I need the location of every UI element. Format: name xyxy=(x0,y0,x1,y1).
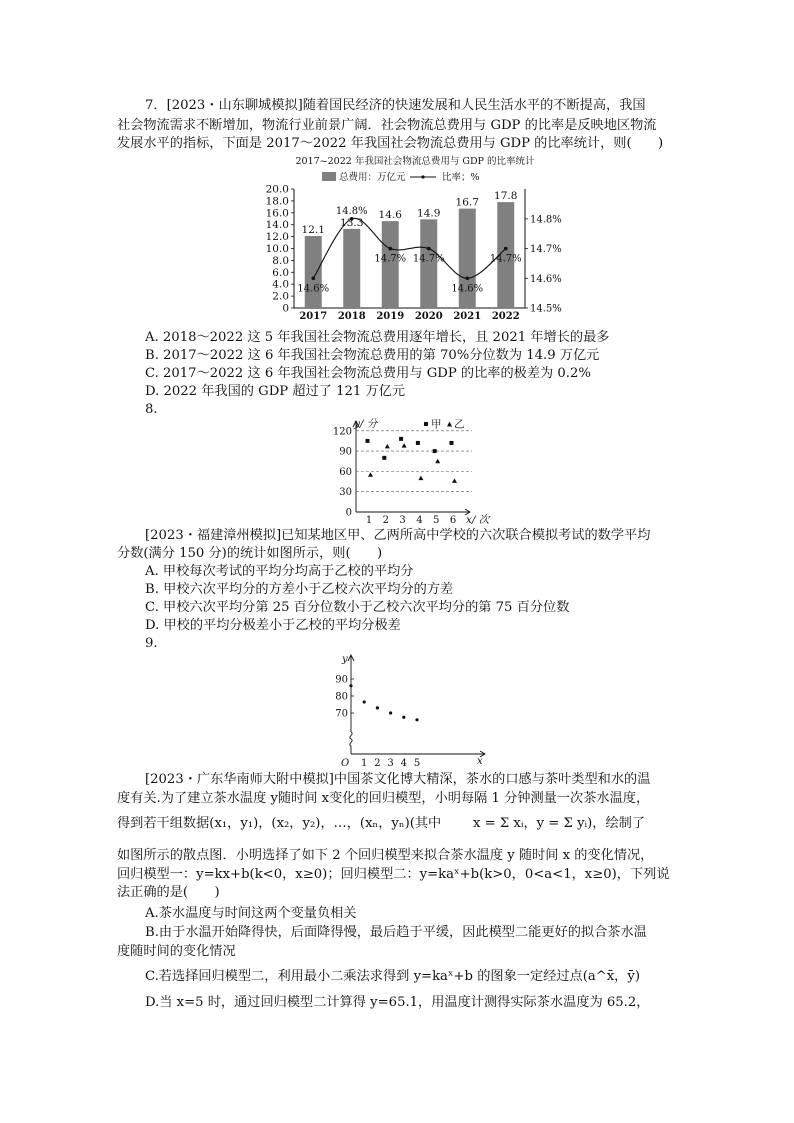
axis-break xyxy=(350,732,352,746)
ratio-point xyxy=(311,276,315,280)
bar xyxy=(343,229,360,308)
y-right-tick-label: 14.7% xyxy=(530,244,562,256)
y-tick-label: 90 xyxy=(335,674,348,686)
yi-point xyxy=(385,444,390,449)
q7-option-d: D. 2022 年我国的 GDP 超过了 121 万亿元 xyxy=(145,384,406,399)
y-tick-label: 60 xyxy=(339,466,352,478)
tea-temperature-chart xyxy=(335,650,490,768)
x-axis-label: x/ 次 xyxy=(466,514,490,526)
q9-option-a: A.茶水温度与时间这两个变量负相关 xyxy=(145,906,357,921)
ratio-point xyxy=(427,247,431,251)
y-left-tick-label: 0 xyxy=(282,302,289,315)
chart1-title: 2017~2022 年我国社会物流总费用与 GDP 的比率统计 xyxy=(295,156,535,167)
y-left-tick-label: 10.0 xyxy=(265,243,289,255)
q8-option-d: D. 甲校的平均分极差小于乙校的平均分极差 xyxy=(145,618,401,633)
q9-line-6: 法正确的是( ) xyxy=(117,885,220,900)
y-axis-label: y/ 分 xyxy=(354,418,378,430)
ratio-value-label: 14.8% xyxy=(335,205,368,217)
q7-option-b: B. 2017～2022 这 6 年我国社会物流总费用的第 70%分位数为 14.9 万亿元 xyxy=(145,348,600,363)
q9-option-c: C.若选择回归模型二，利用最小二乘法求得到 y=kaˣ+b 的图象一定经过点(a^x̄，ȳ) xyxy=(145,969,640,984)
ratio-value-label: 14.6% xyxy=(297,283,330,295)
q8-line-2: 分数(满分 150 分)的统计如图所示，则( ) xyxy=(117,546,383,561)
y-right-tick-label: 14.8% xyxy=(530,214,562,226)
temperature-point xyxy=(389,711,392,714)
y-left-tick-label: 12.0 xyxy=(265,231,289,244)
y-left-tick-label: 8.0 xyxy=(272,254,289,267)
yi-point xyxy=(452,478,457,483)
temperature-point xyxy=(376,706,379,709)
q9-line-1: [2023・广东华南师大附中模拟]中国茶文化博大精深，茶水的口感与茶叶类型和水的温 xyxy=(145,772,651,787)
temperature-point xyxy=(415,718,418,721)
q8-line-1: [2023・福建漳州模拟]已知某地区甲、乙两所高中学校的六次联合模拟考试的数学平均 xyxy=(145,528,651,543)
x-tick-label: 2017 xyxy=(299,311,328,322)
bar xyxy=(305,236,322,308)
legend-bar-label: 总费用：万亿元 xyxy=(339,172,406,183)
bar-value-label: 16.7 xyxy=(455,196,479,209)
y-tick-label: 80 xyxy=(335,691,348,703)
x-tick-label: 2020 xyxy=(414,311,443,322)
origin-label: O xyxy=(341,758,350,768)
y-tick-label: 120 xyxy=(332,426,352,438)
ratio-value-label: 14.6% xyxy=(451,283,484,295)
y-left-tick-label: 14.0 xyxy=(265,219,289,232)
q9-option-b: B.由于水温开始降得快，后面降得慢，最后趋于平缓，因此模型二能更好的拟合茶水温 xyxy=(145,925,647,940)
ratio-point xyxy=(388,247,392,251)
legend-square-marker xyxy=(424,422,428,426)
legend-line-label: 比率；% xyxy=(442,172,480,183)
yi-point xyxy=(435,459,440,464)
x-tick-label: 5 xyxy=(433,515,440,526)
ratio-value-label: 14.7% xyxy=(489,253,522,265)
bar-value-label: 13.3 xyxy=(340,216,364,229)
x-tick-label: 1 xyxy=(361,758,368,768)
y-tick-label: 70 xyxy=(335,708,348,720)
q7-line-1: 7．[2023・山东聊城模拟]随着国民经济的快速发展和人民生活水平的不断提高，我国 xyxy=(145,98,646,113)
y-left-tick-label: 2.0 xyxy=(272,290,289,303)
x-tick-label: 5 xyxy=(413,758,421,768)
ratio-value-label: 14.7% xyxy=(412,253,445,265)
bar-value-label: 14.9 xyxy=(417,207,441,220)
x-tick-label: 2 xyxy=(374,758,381,768)
q9-line-3b: x = Σ xᵢ，y = Σ yᵢ)，绘制了 xyxy=(473,816,646,831)
x-tick-label: 2022 xyxy=(491,311,520,322)
jia-point xyxy=(416,441,420,445)
y-tick-label: 0 xyxy=(345,507,352,519)
x-tick-label: 3 xyxy=(387,758,394,768)
x-tick-label: 4 xyxy=(400,758,407,768)
y-left-tick-label: 18.0 xyxy=(265,195,289,208)
x-tick-label: 2021 xyxy=(453,311,482,322)
x-tick-label: 1 xyxy=(365,515,373,526)
exam-scores-chart xyxy=(330,416,500,530)
ratio-point xyxy=(465,276,469,280)
ratio-value-label: 14.7% xyxy=(374,253,407,265)
legend-label-jia: 甲 xyxy=(431,418,442,431)
q9-line-3a: 得到若干组数据(x₁，y₁)，(x₂，y₂)，…，(xₙ，yₙ)(其中 xyxy=(117,816,442,831)
x-tick-label: 2018 xyxy=(337,311,366,322)
bar-value-label: 14.6 xyxy=(378,209,402,222)
q9-option-d: D.当 x=5 时，通过回归模型二计算得 y=65.1，用温度计测得实际茶水温度为 65.2， xyxy=(145,995,650,1010)
jia-point xyxy=(366,439,370,443)
q7-line-2: 社会物流需求不断增加，物流行业前景广阔．社会物流总费用与 GDP 的比率是反映地区物流 xyxy=(117,118,657,133)
y-left-tick-label: 6.0 xyxy=(272,266,289,279)
x-tick-label: 2019 xyxy=(376,311,405,322)
x-tick-label: 6 xyxy=(449,515,457,526)
ratio-point xyxy=(504,247,508,251)
q7-line-3: 发展水平的指标，下面是 2017～2022 年我国社会物流总费用与 GDP 的比率统计，则( ) xyxy=(117,136,664,151)
temperature-point xyxy=(402,716,405,719)
logistics-chart xyxy=(250,152,570,324)
y-tick-label: 30 xyxy=(339,487,352,499)
bar-value-label: 17.8 xyxy=(494,190,518,203)
q8-option-c: C. 甲校六次平均分第 25 百分位数小于乙校六次平均分的第 75 百分位数 xyxy=(145,600,570,615)
q7-option-a: A. 2018～2022 这 5 年我国社会物流总费用逐年增长，且 2021 年增长的最多 xyxy=(145,330,610,345)
legend-label-yi: 乙 xyxy=(454,418,465,431)
chart1-labels xyxy=(297,190,521,322)
temperature-point xyxy=(349,684,352,687)
yi-point xyxy=(418,476,423,481)
chart2-content xyxy=(333,418,491,526)
y-left-tick-label: 16.0 xyxy=(265,207,289,220)
legend-line-marker xyxy=(421,175,424,178)
legend-triangle-marker xyxy=(447,422,452,427)
chart3-content xyxy=(335,654,485,768)
q8-number: 8. xyxy=(145,402,158,417)
x-axis-label: x xyxy=(477,756,483,767)
q9-line-4: 如图所示的散点图．小明选择了如下 2 个回归模型来拟合茶水温度 y 随时间 x 的变化情况， xyxy=(117,848,654,863)
q8-option-b: B. 甲校六次平均分的方差小于乙校六次平均分的方差 xyxy=(145,582,454,597)
y-tick-label: 90 xyxy=(339,446,352,458)
legend-bar-swatch xyxy=(322,172,336,181)
yi-point xyxy=(368,472,373,477)
q9-number: 9. xyxy=(145,636,158,651)
q8-option-a: A. 甲校每次考试的平均分均高于乙校的平均分 xyxy=(145,564,414,579)
y-right-tick-label: 14.5% xyxy=(530,303,562,315)
x-tick-label: 2 xyxy=(382,515,389,526)
x-tick-label: 3 xyxy=(399,515,406,526)
jia-point xyxy=(382,456,386,460)
y-right-tick-label: 14.6% xyxy=(530,273,562,285)
y-axis-label: y xyxy=(342,654,348,665)
yi-point xyxy=(402,443,407,448)
y-left-tick-label: 20.0 xyxy=(265,183,289,196)
q7-option-c: C. 2017～2022 这 6 年我国社会物流总费用与 GDP 的比率的极差为 0.2% xyxy=(145,366,591,381)
jia-point xyxy=(450,441,454,445)
temperature-point xyxy=(363,700,366,703)
q9-line-2: 度有关.为了建立茶水温度 y随时间 x变化的回归模型，小明每隔 1 分钟测量一次茶水温度， xyxy=(117,791,650,806)
q9-option-b-cont: 度随时间的变化情况 xyxy=(117,944,236,959)
y-left-tick-label: 4.0 xyxy=(272,278,289,291)
jia-point xyxy=(433,449,437,453)
x-tick-label: 4 xyxy=(416,515,423,526)
q9-line-5: 回归模型一：y=kx+b(k<0，x≥0)；回归模型二：y=kaˣ+b(k>0，0<a<1，x≥0)，下列说 xyxy=(117,867,670,882)
jia-point xyxy=(399,437,403,441)
bar-value-label: 12.1 xyxy=(301,224,325,237)
